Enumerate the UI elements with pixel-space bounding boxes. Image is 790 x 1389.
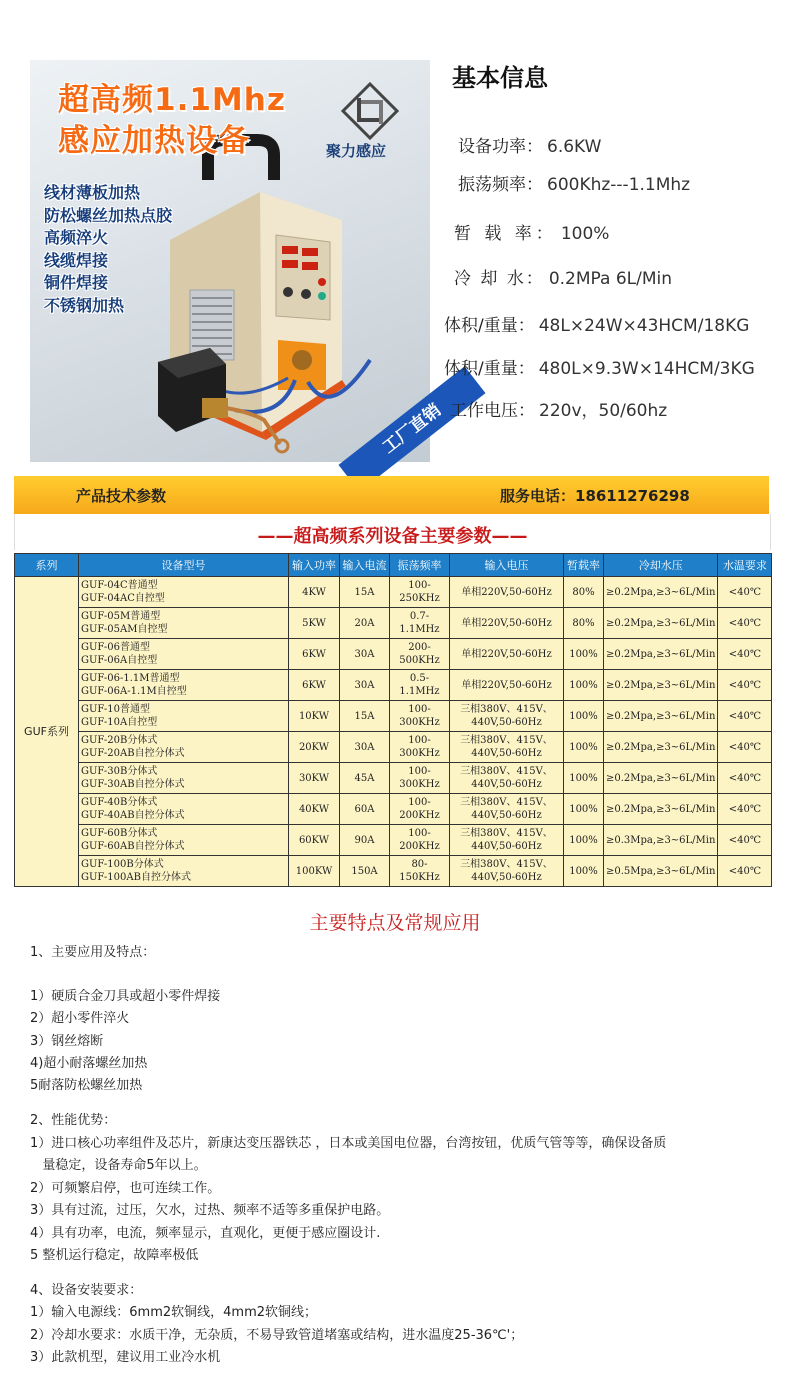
cell-model-text: GUF-06普通型 [81, 642, 151, 653]
cell-power [289, 825, 340, 856]
cell-water-temp-text: <40℃ [728, 617, 762, 629]
cell-water-pressure [604, 608, 718, 639]
cell-voltage [450, 577, 564, 608]
feature-line: 3）钢丝熔断 [30, 1034, 104, 1049]
cell-power-text: 10KW [298, 710, 330, 722]
spec-key: 暂 载 率： [454, 224, 557, 244]
cell-frequency [390, 670, 450, 701]
cell-water-pressure [604, 794, 718, 825]
header-current: 输入电流 [340, 554, 390, 577]
cell-model [79, 670, 289, 701]
cell-current [340, 670, 390, 701]
cell-model-text: GUF-04C普通型 [81, 580, 158, 591]
cell-duty [564, 825, 604, 856]
cell-voltage [450, 794, 564, 825]
cell-water-temp [718, 639, 772, 670]
factory-direct-ribbon: 工厂直销 [338, 366, 485, 491]
cell-power-text: 6KW [302, 648, 326, 660]
feature-line: 3）此款机型，建议用工业冷水机 [30, 1350, 221, 1365]
cell-water-temp [718, 732, 772, 763]
feature-line: 4)超小耐落螺丝加热 [30, 1056, 148, 1071]
feature-line: 2）超小零件淬火 [30, 1011, 130, 1026]
table-row [15, 639, 772, 670]
cell-current-text: 150A [351, 865, 378, 877]
cell-duty [564, 577, 604, 608]
spec-key: 冷 却 水： [454, 269, 545, 289]
feature-line: 5耐落防松螺丝加热 [30, 1078, 143, 1093]
feature-line: 3）具有过流，过压，欠水，过热、频率不适等多重保护电路。 [30, 1203, 390, 1218]
cell-power [289, 732, 340, 763]
spec-value: 220v，50/60hz [539, 401, 668, 421]
table-row [15, 670, 772, 701]
cell-current-text: 15A [354, 586, 375, 598]
cell-water-pressure-text: ≥0.2Mpa,≥3~6L/Min [606, 803, 716, 815]
cell-power-text: 20KW [298, 741, 330, 753]
brand-logo-icon [335, 78, 405, 148]
cell-water-temp-text: <40℃ [728, 772, 762, 784]
feature-item: 防松螺丝加热点胶 [44, 205, 173, 225]
cell-power [289, 856, 340, 887]
spec-row-cooling [454, 264, 672, 289]
spec-key: 体积/重量： [444, 359, 535, 379]
cell-water-temp [718, 701, 772, 732]
cell-current-text: 60A [354, 803, 375, 815]
header-model: 设备型号 [79, 554, 289, 577]
cell-power-text: 5KW [302, 617, 326, 629]
header-water-temp: 水温要求 [718, 554, 772, 577]
cell-duty [564, 794, 604, 825]
spec-row-voltage [450, 396, 667, 421]
cell-duty-text: 100% [569, 834, 598, 846]
cell-model-text: GUF-20B分体式 [81, 735, 158, 746]
cell-frequency-text: 80-150KHz [399, 859, 440, 883]
cell-duty [564, 670, 604, 701]
spec-row-power [458, 132, 601, 157]
cell-model-text: GUF-30B分体式 [81, 766, 158, 777]
cell-frequency [390, 701, 450, 732]
cell-series [15, 577, 79, 887]
cell-current [340, 856, 390, 887]
cell-duty-text: 80% [572, 586, 595, 598]
cell-voltage-text: 单相220V,50-60Hz [461, 586, 552, 598]
banner-title: 产品技术参数 [76, 487, 167, 505]
cell-voltage [450, 763, 564, 794]
headline-line-1: 超高频1.1Mhz [58, 82, 286, 118]
spec-value: 480L×9.3W×14HCM/3KG [538, 359, 755, 379]
cell-power-text: 100KW [295, 865, 333, 877]
cell-duty [564, 608, 604, 639]
cell-current [340, 608, 390, 639]
cell-voltage-text: 440V,50-60Hz [471, 841, 542, 852]
cell-current-text: 90A [354, 834, 375, 846]
tech-params-banner [14, 476, 769, 514]
cell-voltage-text: 440V,50-60Hz [471, 717, 542, 728]
cell-water-pressure-text: ≥0.2Mpa,≥3~6L/Min [606, 617, 716, 629]
cell-power [289, 639, 340, 670]
feature-line: 1）硬质合金刀具或超小零件焊接 [30, 989, 221, 1004]
header-series: 系列 [15, 554, 79, 577]
spec-key: 体积/重量： [444, 316, 535, 336]
cell-voltage-text: 440V,50-60Hz [471, 810, 542, 821]
cell-frequency-text: 200-500KHz [399, 642, 440, 666]
cell-frequency [390, 763, 450, 794]
cell-voltage-text: 单相220V,50-60Hz [461, 679, 552, 691]
cell-model-text: GUF-05AM自控型 [81, 624, 168, 635]
cell-water-pressure [604, 825, 718, 856]
cell-model-text: GUF-20AB自控分体式 [81, 748, 185, 759]
cell-water-temp-text: <40℃ [728, 834, 762, 846]
cell-current [340, 763, 390, 794]
cell-model [79, 794, 289, 825]
cell-model [79, 856, 289, 887]
cell-model [79, 608, 289, 639]
cell-frequency [390, 856, 450, 887]
cell-duty-text: 100% [569, 803, 598, 815]
features-title: 主要特点及常规应用 [309, 912, 481, 934]
cell-current [340, 825, 390, 856]
cell-power-text: 60KW [298, 834, 330, 846]
cell-water-pressure-text: ≥0.2Mpa,≥3~6L/Min [606, 648, 716, 660]
feature-line: 1、主要应用及特点： [30, 945, 156, 960]
feature-line: 量稳定，设备寿命5年以上。 [30, 1158, 207, 1173]
table-row [15, 794, 772, 825]
cell-model-text: GUF-40B分体式 [81, 797, 158, 808]
cell-voltage-text: 三相380V、415V、 [460, 735, 553, 746]
cell-current-text: 30A [354, 741, 375, 753]
spec-key: 振荡频率： [458, 175, 543, 195]
cell-current-text: 20A [354, 617, 375, 629]
feature-line: 5 整机运行稳定，故障率极低 [30, 1248, 199, 1263]
spec-key: 设备功率： [458, 137, 543, 157]
cell-water-temp [718, 577, 772, 608]
cell-frequency-text: 100-300KHz [399, 735, 440, 759]
cell-frequency [390, 608, 450, 639]
cell-frequency-text: 100-200KHz [399, 828, 440, 852]
cell-duty-text: 100% [569, 865, 598, 877]
cell-power [289, 670, 340, 701]
table-heading [14, 514, 771, 550]
product-photo [30, 60, 445, 462]
basic-info-title: 基本信息 [452, 64, 548, 92]
cell-model-text: GUF-10A自控型 [81, 717, 158, 728]
cell-frequency-text: 100-300KHz [399, 766, 440, 790]
cell-power [289, 608, 340, 639]
cell-model [79, 577, 289, 608]
table-row [15, 825, 772, 856]
table-row [15, 856, 772, 887]
cell-water-temp-text: <40℃ [728, 803, 762, 815]
cell-voltage-text: 三相380V、415V、 [460, 704, 553, 715]
cell-power [289, 763, 340, 794]
table-row [15, 763, 772, 794]
cell-voltage-text: 440V,50-60Hz [471, 779, 542, 790]
cell-voltage [450, 825, 564, 856]
feature-line: 2、性能优势： [30, 1113, 117, 1128]
cell-model-text: GUF-10普通型 [81, 704, 151, 715]
cell-water-temp-text: <40℃ [728, 586, 762, 598]
cell-current [340, 577, 390, 608]
cell-frequency [390, 639, 450, 670]
cell-power-text: 30KW [298, 772, 330, 784]
cell-voltage-text: 单相220V,50-60Hz [461, 617, 552, 629]
cell-model-text: GUF-30AB自控分体式 [81, 779, 185, 790]
spec-value: 100% [560, 224, 610, 244]
cell-water-temp-text: <40℃ [728, 648, 762, 660]
cell-model-text: GUF-05M普通型 [81, 611, 161, 622]
cell-voltage-text: 三相380V、415V、 [460, 828, 553, 839]
cell-water-temp [718, 825, 772, 856]
cell-model-text: GUF-06-1.1M普通型 [81, 673, 180, 684]
cell-water-temp [718, 608, 772, 639]
cell-current [340, 701, 390, 732]
spec-value: 6.6KW [547, 137, 602, 157]
cell-current-text: 45A [354, 772, 375, 784]
cell-frequency-text: 100-300KHz [399, 704, 440, 728]
cell-power [289, 794, 340, 825]
spec-row-volume-2 [444, 354, 755, 379]
cell-duty-text: 80% [572, 617, 595, 629]
cell-voltage [450, 639, 564, 670]
cell-voltage [450, 732, 564, 763]
cell-water-temp-text: <40℃ [728, 741, 762, 753]
cell-water-temp-text: <40℃ [728, 710, 762, 722]
cell-voltage-text: 三相380V、415V、 [460, 859, 553, 870]
spec-key: 工作电压： [450, 401, 535, 421]
cell-power-text: 6KW [302, 679, 326, 691]
cell-frequency-text: 0.5-1.1MHz [399, 673, 440, 697]
table-subtitle: ——超高频系列设备主要参数—— [257, 526, 528, 547]
header-power: 输入功率 [289, 554, 340, 577]
cell-model-text: GUF-06A-1.1M自控型 [81, 686, 187, 697]
parameters-table [14, 553, 772, 887]
cell-water-temp-text: <40℃ [728, 679, 762, 691]
cell-water-pressure-text: ≥0.2Mpa,≥3~6L/Min [606, 772, 716, 784]
cell-voltage-text: 三相380V、415V、 [460, 797, 553, 808]
spec-value: 0.2MPa 6L/Min [548, 269, 673, 289]
header-voltage: 输入电压 [450, 554, 564, 577]
cell-water-pressure [604, 577, 718, 608]
cell-water-temp [718, 856, 772, 887]
cell-frequency [390, 825, 450, 856]
cell-duty [564, 639, 604, 670]
cell-power-text: 4KW [302, 586, 326, 598]
cell-voltage [450, 608, 564, 639]
cell-model [79, 732, 289, 763]
cell-duty-text: 100% [569, 679, 598, 691]
cell-series-text: GUF系列 [24, 725, 69, 738]
cell-duty-text: 100% [569, 741, 598, 753]
feature-item: 不锈钢加热 [44, 295, 125, 315]
cell-voltage-text: 单相220V,50-60Hz [461, 648, 552, 660]
cell-power [289, 577, 340, 608]
cell-voltage [450, 856, 564, 887]
cell-model [79, 701, 289, 732]
feature-item: 铜件焊接 [44, 273, 109, 292]
cell-voltage [450, 701, 564, 732]
cell-frequency-text: 100-250KHz [399, 580, 440, 604]
cell-duty-text: 100% [569, 710, 598, 722]
feature-line: 4、设备安装要求： [30, 1283, 143, 1298]
table-row [15, 732, 772, 763]
cell-frequency [390, 577, 450, 608]
cell-frequency [390, 732, 450, 763]
cell-power [289, 701, 340, 732]
cell-model-text: GUF-06A自控型 [81, 655, 158, 666]
table-header-row [15, 554, 772, 577]
cell-voltage-text: 440V,50-60Hz [471, 872, 542, 883]
feature-line: 2）冷却水要求：水质干净，无杂质，不易导致管道堵塞或结构，进水温度25-36℃'； [30, 1328, 524, 1343]
feature-line: 4）具有功率，电流，频率显示，直观化，更便于感应圈设计. [30, 1226, 381, 1241]
cell-power-text: 40KW [298, 803, 330, 815]
cell-water-pressure [604, 856, 718, 887]
cell-duty [564, 856, 604, 887]
cell-current [340, 732, 390, 763]
cell-water-pressure [604, 639, 718, 670]
cell-model [79, 639, 289, 670]
cell-water-pressure [604, 670, 718, 701]
cell-current-text: 30A [354, 648, 375, 660]
cell-water-pressure [604, 701, 718, 732]
spec-row-volume-1 [444, 311, 749, 336]
cell-model-text: GUF-60B分体式 [81, 828, 158, 839]
cell-water-pressure-text: ≥0.2Mpa,≥3~6L/Min [606, 586, 716, 598]
cell-water-pressure-text: ≥0.5Mpa,≥3~6L/Min [606, 865, 716, 877]
cell-water-pressure [604, 763, 718, 794]
cell-water-temp [718, 763, 772, 794]
basic-info [446, 58, 786, 93]
cell-current-text: 15A [354, 710, 375, 722]
feature-list [44, 182, 172, 317]
cell-water-temp [718, 670, 772, 701]
feature-item: 线材薄板加热 [44, 183, 141, 202]
feature-line: 1）进口核心功率组件及芯片，新康达变压器铁芯 ，日本或美国电位器，台湾按钮，优质气管等等，确保设备质 [30, 1136, 667, 1151]
headline-line-2: 感应加热设备 [58, 123, 250, 159]
feature-item: 高频淬火 [44, 228, 109, 247]
cell-current-text: 30A [354, 679, 375, 691]
cell-frequency-text: 0.7-1.1MHz [399, 611, 440, 635]
service-phone: 服务电话：18611276298 [500, 487, 690, 505]
cell-water-pressure [604, 732, 718, 763]
feature-item: 线缆焊接 [44, 250, 109, 270]
spec-row-frequency [458, 170, 690, 195]
cell-frequency [390, 794, 450, 825]
cell-water-pressure-text: ≥0.2Mpa,≥3~6L/Min [606, 710, 716, 722]
feature-line: 2）可频繁启停，也可连续工作。 [30, 1181, 221, 1196]
spec-row-duty [454, 219, 609, 244]
cell-water-temp [718, 794, 772, 825]
cell-model-text: GUF-40AB自控分体式 [81, 810, 185, 821]
spec-value: 48L×24W×43HCM/18KG [538, 316, 750, 336]
cell-voltage-text: 440V,50-60Hz [471, 748, 542, 759]
header-water-pressure: 冷却水压 [604, 554, 718, 577]
cell-duty [564, 732, 604, 763]
spec-value: 600Khz---1.1Mhz [547, 175, 691, 195]
cell-voltage-text: 三相380V、415V、 [460, 766, 553, 777]
brand-name: 聚力感应 [326, 142, 387, 160]
cell-duty [564, 701, 604, 732]
table-row [15, 577, 772, 608]
cell-frequency-text: 100-200KHz [399, 797, 440, 821]
cell-model-text: GUF-04AC自控型 [81, 593, 165, 604]
cell-current [340, 639, 390, 670]
cell-model [79, 763, 289, 794]
cell-water-pressure-text: ≥0.3Mpa,≥3~6L/Min [606, 834, 716, 846]
cell-model-text: GUF-60AB自控分体式 [81, 841, 185, 852]
cell-duty-text: 100% [569, 772, 598, 784]
cell-water-temp-text: <40℃ [728, 865, 762, 877]
cell-water-pressure-text: ≥0.2Mpa,≥3~6L/Min [606, 679, 716, 691]
header-duty: 暂载率 [564, 554, 604, 577]
feature-line: 1）输入电源线：6mm2软铜线，4mm2软铜线； [30, 1305, 318, 1320]
table-row [15, 701, 772, 732]
cell-current [340, 794, 390, 825]
cell-water-pressure-text: ≥0.2Mpa,≥3~6L/Min [606, 741, 716, 753]
cell-model-text: GUF-100AB自控分体式 [81, 872, 191, 883]
header-frequency: 振荡频率 [390, 554, 450, 577]
cell-model [79, 825, 289, 856]
table-row [15, 608, 772, 639]
cell-duty-text: 100% [569, 648, 598, 660]
cell-model-text: GUF-100B分体式 [81, 859, 164, 870]
cell-duty [564, 763, 604, 794]
cell-voltage [450, 670, 564, 701]
